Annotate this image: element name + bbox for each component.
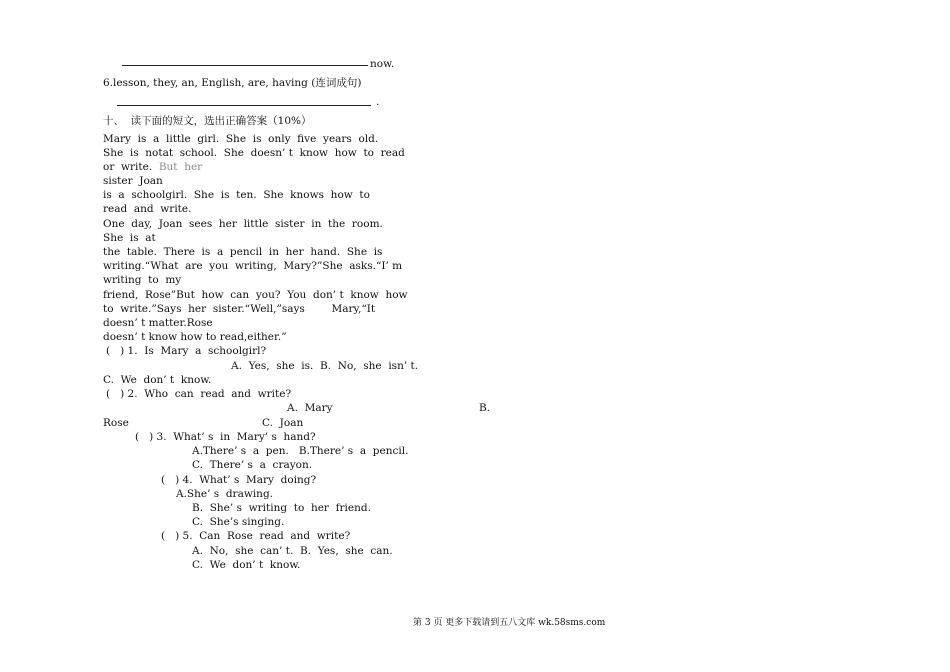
question-2: ( ) 2. Who can read and write? <box>106 388 292 400</box>
passage-line <box>103 161 202 174</box>
passage-line: One day, Joan sees her little sister in the room. <box>103 218 383 230</box>
answer-end-period: . <box>376 96 380 108</box>
option-b: B. She’ s writing to her friend. <box>192 502 371 514</box>
passage-line: to write.”Says her sister.“Well,”says Mary,“It <box>103 303 376 315</box>
passage-line: writing.“What are you writing, Mary?”She asks.“I’ m <box>103 260 403 272</box>
option-b-text: Rose <box>103 417 129 429</box>
answer-blank-line[interactable] <box>117 105 371 106</box>
passage-line: Mary is a little girl. She is only five years old. <box>103 133 379 145</box>
question-3: ( ) 3. What’ s in Mary’ s hand? <box>135 431 316 443</box>
passage-line: the table. There is a pencil in her hand. She is <box>103 246 383 258</box>
option-ab: A. Yes, she is. B. No, she isn’ t. <box>231 360 419 372</box>
option-ab: A. No, she can’ t. B. Yes, she can. <box>192 545 393 557</box>
blank-suffix: now. <box>370 58 395 70</box>
option-ab: A.There’ s a pen. B.There’ s a pencil. <box>192 445 409 457</box>
passage-line: read and write. <box>103 203 192 215</box>
question-6: 6.lesson, they, an, English, are, having (连词成句) <box>103 77 362 89</box>
passage-line: sister Joan <box>103 175 163 187</box>
passage-line: writing to my <box>103 274 182 286</box>
passage-line: doesn’ t know how to read,either.” <box>103 331 287 343</box>
passage-line: friend, Rose”But how can you? You don’ t know how <box>103 289 408 301</box>
passage-line: She is at <box>103 232 156 244</box>
option-a: A.She’ s drawing. <box>176 488 273 500</box>
option-c: C. We don’ t know. <box>192 559 301 571</box>
passage-line: She is notat school. She doesn’ t know how to read <box>103 147 405 159</box>
question-4: ( ) 4. What’ s Mary doing? <box>161 474 317 486</box>
option-c: C. There’ s a crayon. <box>192 459 313 471</box>
section-heading: 十、 读下面的短文，选出正确答案（10%） <box>103 115 312 127</box>
passage-line: doesn’ t matter.Rose <box>103 317 213 329</box>
page-footer: 第 3 页 更多下载请到五八文库 wk.58sms.com <box>413 618 606 628</box>
answer-blank-line <box>122 65 368 66</box>
option-a: A. Mary <box>287 402 333 414</box>
question-1: ( ) 1. Is Mary a schoolgirl? <box>106 345 267 357</box>
passage-gray-text: But her <box>152 161 203 173</box>
passage-line: is a schoolgirl. She is ten. She knows how to <box>103 189 370 201</box>
option-b-label: B. <box>479 402 491 414</box>
option-c: C. We don’ t know. <box>103 374 212 386</box>
option-c: C. She’s singing. <box>192 516 285 528</box>
passage-text: or write. <box>103 161 153 173</box>
question-5: ( ) 5. Can Rose read and write? <box>161 530 351 542</box>
option-c: C. Joan <box>262 417 304 429</box>
